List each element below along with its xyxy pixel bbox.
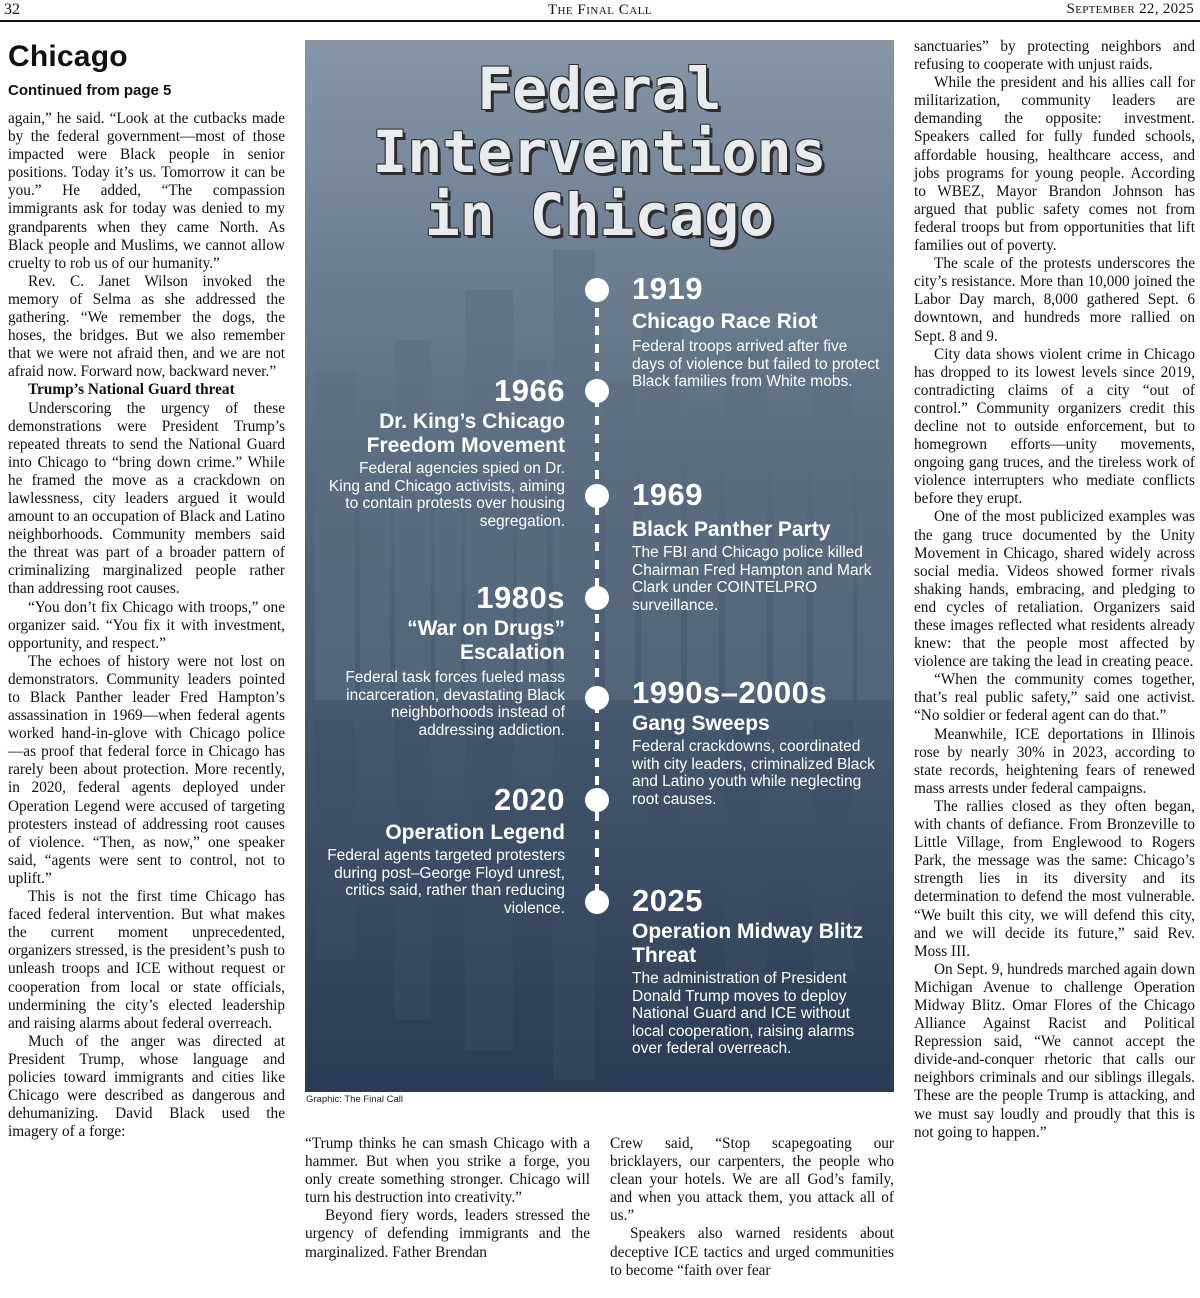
entry-year: 2025 (632, 883, 703, 918)
timeline-entry-1990s (632, 676, 882, 808)
article-column-middle-1 (305, 1135, 590, 1262)
timeline-dot-1980s (585, 586, 609, 610)
timeline-entry-1966 (325, 374, 565, 530)
page-number: 32 (4, 1, 20, 18)
entry-description: Federal troops arrived after five days of violence but failed to protect Black families from White mobs. (632, 338, 880, 390)
paragraph: On Sept. 9, hundreds marched again down Michigan Avenue to challenge Operation Midway Blitz. Omar Flores of the Chicago Alliance Against Racist and Political Repression said, “We cannot accept the divide-and-conquer rhetoric that calls our neighbors criminals and our siblings illegals. These are the people Trump is attacking, and we must say loudly and proudly that this is not going to happen.” (914, 960, 1195, 1141)
paragraph: Much of the anger was directed at President Trump, whose language and policies toward immigrants and cities like Chicago were described as dangerous and dehumanizing. David Black used the imagery of a forge: (8, 1032, 285, 1141)
paragraph: The echoes of history were not lost on demonstrators. Community leaders pointed to Black Panther leader Fred Hampton’s assassination in 1969—when federal agents worked hand-in-glove with Chicago police—as proof that federal force in Chicago has rarely been about protection. More recently, in 2020, federal agents deployed under Operation Legend were accused of targeting protesters instead of addressing root causes of violence. “Then, as now,” one speaker said, “agents were sent to control, not to uplift.” (8, 652, 285, 887)
entry-name: Operation Midway Blitz Threat (632, 920, 864, 967)
entry-name: “War on Drugs” Escalation (407, 617, 565, 664)
paragraph: City data shows violent crime in Chicago has dropped to its lowest levels since 2019, contradicting claims of a city “out of control.” Community organizers credit this decline not to outside enforcement, but to homegrown efforts—unity movements, ongoing gang truces, and the tireless work of violence interrupters who mediate conflicts before they erupt. (914, 345, 1195, 508)
timeline-entry-1980s (325, 581, 565, 739)
paragraph: again,” he said. “Look at the cutbacks made by the federal government—most of those impacted were Black people in senior positions. Today it’s us. Tomorrow it can be you.” He added, “The compassion immigrants ask for today was denied to my grandparents when they came North. As Black people and Muslims, we cannot allow cruelty to rob us of our humanity.” (8, 110, 285, 272)
article-kicker: Chicago (8, 40, 128, 73)
issue-date: September 22, 2025 (1066, 1, 1194, 17)
publication-name: The Final Call (547, 2, 653, 18)
timeline-entry-2025 (632, 884, 877, 1058)
entry-description: Federal agents targeted protesters during post–George Floyd unrest, critics said, rather than reducing violence. (327, 847, 565, 917)
paragraph: “When the community comes together, that’s real public safety,” said one activist. “No soldier or federal agent can do that.” (914, 671, 1195, 725)
graphic-title-line-1: Federal (477, 55, 722, 123)
paragraph: This is not the first time Chicago has faced federal intervention. But what makes the current moment unprecedented, organizers stressed, is the president’s push to unleash troops and ICE without request or cooperation from local or state officials, undermining the city’s elected leadership and raising alarms about federal overreach. (8, 888, 285, 1032)
entry-year: 1966 (494, 373, 565, 408)
entry-description: The administration of President Donald Trump moves to deploy National Guard and ICE without local cooperation, raising alarms over federal overreach. (632, 970, 855, 1057)
entry-description: The FBI and Chicago police killed Chairman Fred Hampton and Mark Clark under COINTELPRO surveillance. (632, 544, 872, 614)
paragraph: sanctuaries” by protecting neighbors and refusing to cooperate with unjust raids. (914, 38, 1195, 74)
entry-year: 1980s (476, 580, 565, 615)
article-column-right (914, 38, 1195, 1142)
paragraph: Beyond fiery words, leaders stressed the urgency of defending immigrants and the marginalized. Father Brendan (305, 1207, 590, 1261)
timeline-entry-1919 (632, 272, 882, 391)
timeline-entry-2020 (325, 783, 565, 917)
paragraph: Meanwhile, ICE deportations in Illinois rose by nearly 30% in 2023, according to state records, heightening fears of renewed mass arrests under federal campaigns. (914, 725, 1195, 797)
timeline-entry-1969 (632, 478, 882, 614)
paragraph: “Trump thinks he can smash Chicago with a hammer. But when you strike a forge, you only create something stronger. Chicago will turn his destruction into creativity.” (305, 1135, 590, 1207)
entry-name: Gang Sweeps (632, 712, 770, 735)
entry-year: 1919 (632, 271, 703, 306)
paragraph: Rev. C. Janet Wilson invoked the memory of Selma as she addressed the gathering. “We remember the dogs, the hoses, the bridges. But we also remember that we were not afraid then, and we are not afraid now. Forward now, backward never.” (8, 272, 285, 381)
timeline-dot-1969 (585, 484, 609, 508)
continued-line: Continued from page 5 (8, 82, 172, 99)
timeline-dot-1966 (585, 379, 609, 403)
page-header (0, 0, 1200, 22)
paragraph: While the president and his allies call for militarization, community leaders are demanding the opposite: investment. Speakers called for fully funded schools, affordable housing, healthcare access, and jobs programs for young people. According to WBEZ, Mayor Brandon Johnson has argued that public safety comes not from federal troops but from opportunities that lift families out of poverty. (914, 74, 1195, 255)
entry-year: 1990s–2000s (632, 675, 828, 710)
entry-year: 1969 (632, 477, 703, 512)
timeline-dot-2020 (585, 788, 609, 812)
entry-description: Federal agencies spied on Dr. King and Chicago activists, aiming to contain protests over housing segregation. (328, 460, 565, 530)
entry-description: Federal crackdowns, coordinated with city leaders, criminalized Black and Latino youth while neglecting root causes. (632, 738, 875, 808)
timeline-graphic (305, 40, 894, 1092)
paragraph: The rallies closed as they often began, with chants of defiance. From Bronzeville to Little Village, from Englewood to Rogers Park, the message was the same: Chicago’s strength lies in its diversity and its determination to defend the most vulnerable. “We built this city, we will defend this city, and we will decide its future,” said Rev. Moss III. (914, 797, 1195, 960)
timeline-dot-2025 (585, 890, 609, 914)
article-column-left (8, 110, 285, 1141)
entry-name: Black Panther Party (632, 518, 831, 541)
entry-description: Federal task forces fueled mass incarceration, devastating Black neighborhoods instead of addressing addiction. (345, 669, 565, 739)
paragraph: One of the most publicized examples was the gang truce documented by the Unity Movement in Chicago, shared widely across social media. Videos showed former rivals shaking hands, embracing, and pledging to end cycles of retaliation. Organizers said these images reflected what residents already knew: that the people most affected by violence are taking the lead in creating peace. (914, 508, 1195, 671)
timeline-dot-1919 (585, 278, 609, 302)
entry-year: 2020 (494, 782, 565, 817)
entry-name: Dr. King’s Chicago Freedom Movement (366, 410, 565, 457)
paragraph: Underscoring the urgency of these demonstrations were President Trump’s repeated threats to send the National Guard into Chicago to “bring down crime.” While he framed the move as a crackdown on lawlessness, city leaders argued it would amount to an occupation of Black and Latino neighborhoods. Community members said the threat was part of a broader pattern of criminalizing marginalized people rather than addressing root causes. (8, 399, 285, 598)
paragraph: “You don’t fix Chicago with troops,” one organizer said. “You fix it with investment, opportunity, and respect.” (8, 598, 285, 652)
paragraph: The scale of the protests underscores the city’s resistance. More than 10,000 joined the Labor Day march, 8,000 gathered Sept. 6 downtown, and hundreds more rallied on Sept. 8 and 9. (914, 255, 1195, 345)
article-column-middle-2 (610, 1135, 894, 1280)
graphic-title-line-2: Interventions (372, 118, 827, 186)
graphic-title-line-3: in Chicago (424, 181, 775, 249)
paragraph: Crew said, “Stop scapegoating our bricklayers, our carpenters, the people who clean your hotels. We are all God’s family, and when you attack them, you attack all of us.” (610, 1135, 894, 1225)
entry-name: Operation Legend (385, 821, 565, 844)
graphic-credit: Graphic: The Final Call (306, 1094, 403, 1105)
timeline-dot-1990s (585, 686, 609, 710)
subheading: Trump’s National Guard threat (28, 381, 235, 399)
paragraph: Speakers also warned residents about deceptive ICE tactics and urged communities to become “faith over fear (610, 1225, 894, 1279)
entry-name: Chicago Race Riot (632, 310, 818, 333)
